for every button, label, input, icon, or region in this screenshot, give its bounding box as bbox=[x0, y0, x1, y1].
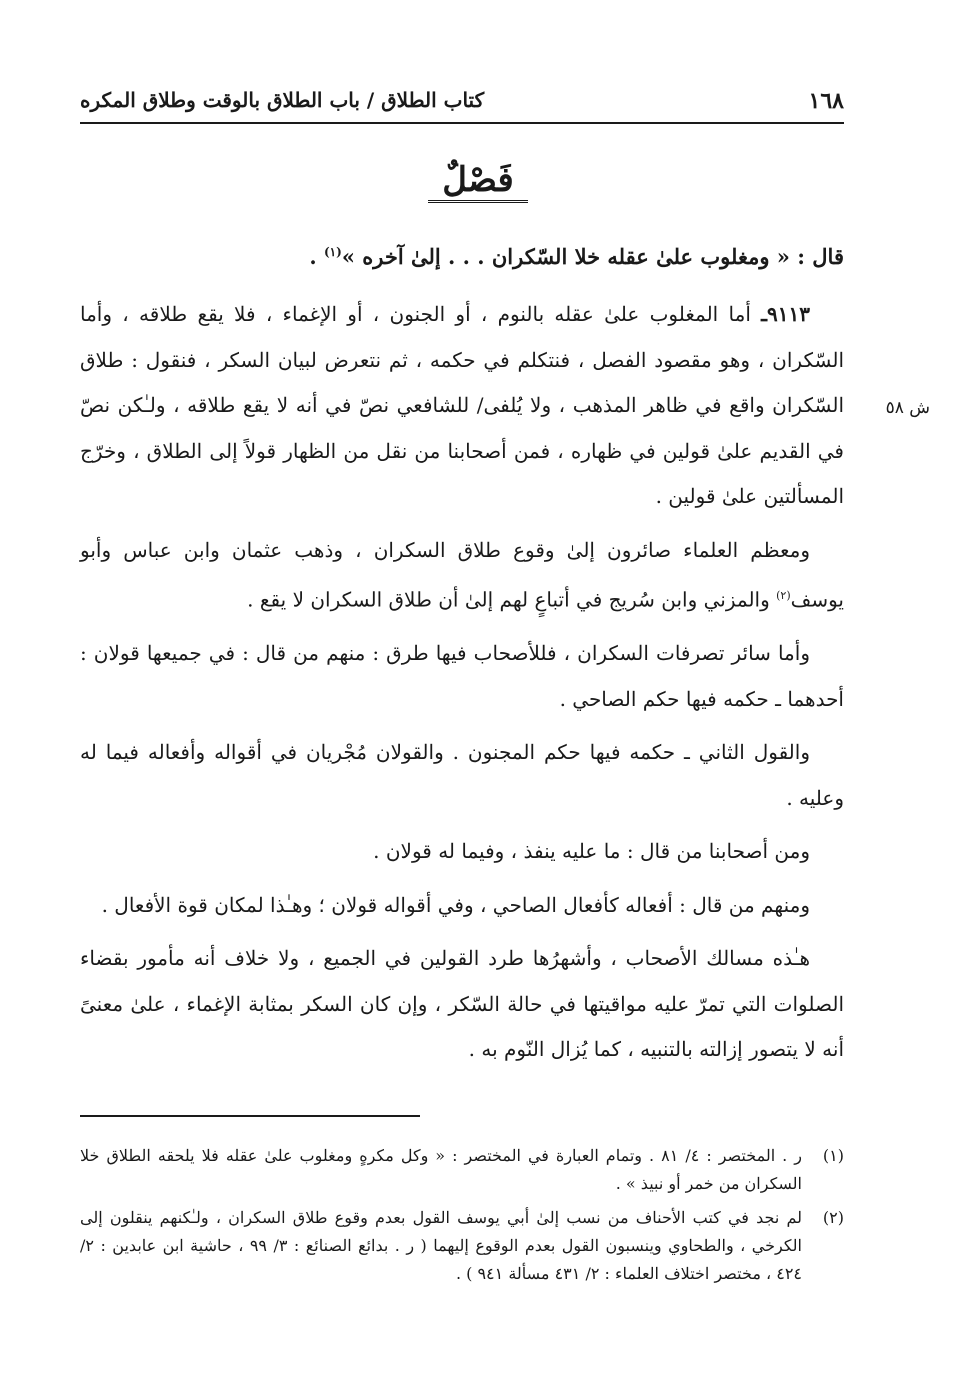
paragraph bbox=[80, 829, 844, 875]
main-text bbox=[80, 292, 844, 1081]
margin-note: ش ٥٨ bbox=[885, 398, 930, 418]
paragraph-text: ومنهم من قال : أفعاله كأفعال الصاحي ، وفي أقواله قولان ؛ وهـٰذا لمكان قوة الأفعال . bbox=[101, 892, 810, 917]
paragraph bbox=[80, 883, 844, 929]
footnote-number: (٢) bbox=[822, 1208, 844, 1227]
paragraph-number: ٩١١٣ـ bbox=[761, 302, 810, 326]
paragraph-text: هـٰذه مسالك الأصحاب ، وأشهرُها طرد القولين في الجميع ، ولا خلاف أنه مأمور بقضاء الصلوات التي تمرّ عليه مواقيتها في حالة السّكر ، وإن كان السكر بمثابة الإغماء ، علىٰ معنىً أنه لا يتصور إزالته بالتنبيه ، كما يُزال النّوم به . bbox=[80, 946, 844, 1062]
footnotes bbox=[80, 1142, 844, 1294]
running-header bbox=[80, 88, 844, 124]
paragraph-text-cont: والمزني وابن سُريج في أتباعٍ لهم إلىٰ أن طلاق السكران لا يقع . bbox=[247, 587, 777, 612]
quoted-text-line bbox=[80, 232, 844, 277]
paragraph-text: ومن أصحابنا من قال : ما عليه ينفذ ، وفيما له قولان . bbox=[373, 839, 810, 864]
paragraph bbox=[80, 631, 844, 722]
running-title: كتاب الطلاق / باب الطلاق بالوقت وطلاق المكره bbox=[80, 88, 492, 112]
quoted-text-end: . bbox=[309, 244, 324, 269]
paragraph bbox=[80, 292, 844, 520]
footnote-1 bbox=[80, 1142, 844, 1198]
footnote-ref-2[interactable]: (٢) bbox=[776, 589, 791, 602]
section-heading bbox=[0, 160, 956, 203]
section-heading-text: فَصْلٌ bbox=[428, 160, 528, 203]
paragraph bbox=[80, 936, 844, 1073]
paragraph-text: والقول الثاني ـ حكمه فيها حكم المجنون . والقولان مُجْريان في أقواله وأفعاله فيما له وعليه . bbox=[80, 740, 844, 810]
paragraph bbox=[80, 528, 844, 624]
footnote-number: (١) bbox=[822, 1146, 844, 1165]
footnote-2 bbox=[80, 1204, 844, 1288]
paragraph-text: أما المغلوب علىٰ عقله بالنوم ، أو الجنون ، أو الإغماء ، فلا يقع طلاقه ، وأما السّكران ، وهو مقصود الفصل ، فنتكلم في حكمه ، ثم نتعرض لبيان السكر ، فنقول : طلاق السّكران واقع في ظاهر المذهب ، ولا يُلفى/ للشافعي نصّ في أنه لا يقع طلاقه ، ولـٰكن نصّ في القديم علىٰ قولين في ظهاره ، فمن أصحابنا من نقل من الظهار قولاً إلى الطلاق ، وخرّج المسألتين علىٰ قولين . bbox=[80, 302, 844, 508]
page-number: ١٦٨ bbox=[801, 88, 844, 114]
footnote-separator bbox=[80, 1115, 420, 1117]
quoted-text: قال : « ومغلوب علىٰ عقله خلا السّكران . . . إلىٰ آخره » bbox=[341, 244, 844, 269]
paragraph-text: ومعظم العلماء صائرون إلىٰ وقوع طلاق السكران ، وذهب عثمان وابن عباس وأبو يوسف bbox=[80, 537, 844, 612]
footnote-text: لم نجد في كتب الأحناف من نسب إلىٰ أبي يوسف القول بعدم وقوع طلاق السكران ، ولـٰكنهم ينقلون إلى الكرخي ، والطحاوي وينسبون القول بعدم الوقوع إليهما ( ر . بدائع الصنائع : ٣/ ٩٩ ، حاشية ابن عابدين : ٢/ ٤٢٤ ، مختصر اختلاف العلماء : ٢/ ٤٣١ مسألة ٩٤١ ) . bbox=[80, 1208, 802, 1283]
paragraph-text: وأما سائر تصرفات السكران ، فللأصحاب فيها طرق : منهم من قال : في جميعها قولان : أحدهما ـ حكمه فيها حكم الصاحي . bbox=[80, 641, 844, 711]
footnote-ref-1[interactable]: (١) bbox=[323, 245, 342, 259]
paragraph bbox=[80, 730, 844, 821]
footnote-text: ر . المختصر : ٤/ ٨١ . وتمام العبارة في المختصر : « وكل مكرهٍ ومغلوب علىٰ عقله فلا يلحقه الطلاق خلا السكران من خمر أو نبيذ » . bbox=[80, 1146, 802, 1193]
